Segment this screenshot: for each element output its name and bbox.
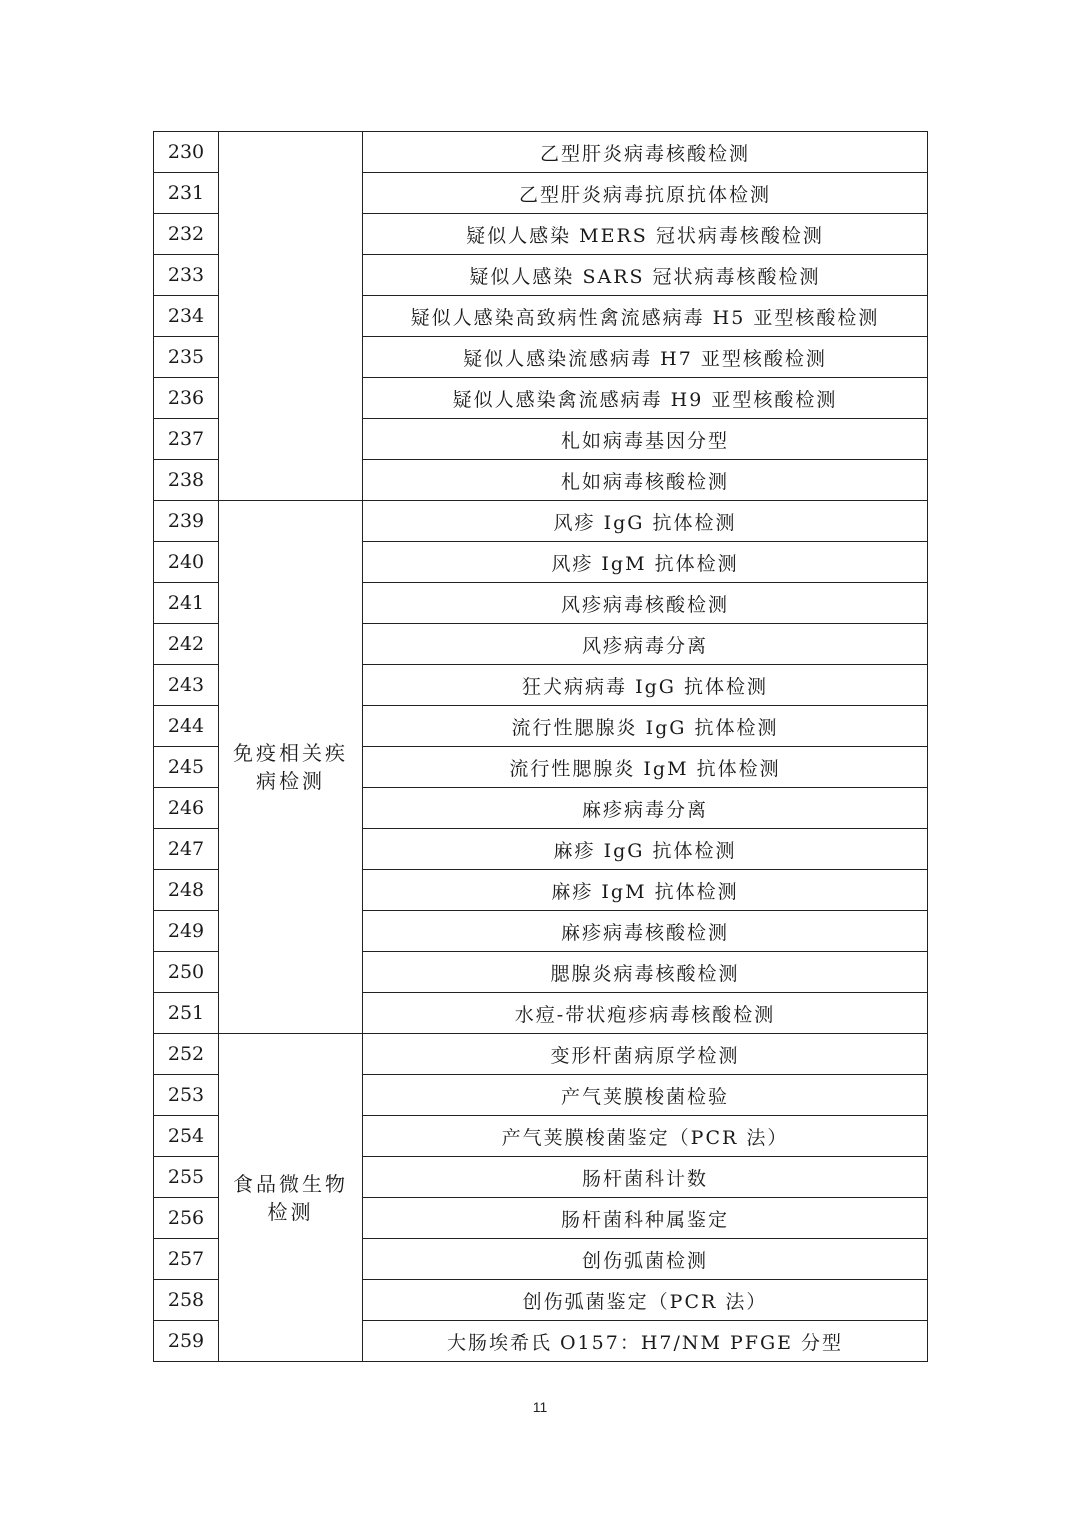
row-number-cell: 254	[154, 1116, 219, 1157]
row-number-cell: 238	[154, 460, 219, 501]
test-item-cell: 风疹 IgM 抗体检测	[363, 542, 928, 583]
row-number-cell: 244	[154, 706, 219, 747]
test-item-cell: 乙型肝炎病毒抗原抗体检测	[363, 173, 928, 214]
row-number-cell: 234	[154, 296, 219, 337]
row-number-cell: 252	[154, 1034, 219, 1075]
test-item-cell: 变形杆菌病原学检测	[363, 1034, 928, 1075]
row-number-cell: 243	[154, 665, 219, 706]
table-row	[154, 1034, 928, 1075]
test-item-cell: 麻疹 IgM 抗体检测	[363, 870, 928, 911]
test-item-cell: 创伤弧菌检测	[363, 1239, 928, 1280]
category-label-line: 免疫相关疾	[233, 741, 348, 765]
category-cell	[219, 132, 363, 501]
row-number-cell: 257	[154, 1239, 219, 1280]
table-row	[154, 501, 928, 542]
row-number-cell: 235	[154, 337, 219, 378]
row-number-cell: 256	[154, 1198, 219, 1239]
row-number-cell: 250	[154, 952, 219, 993]
test-item-cell: 风疹病毒核酸检测	[363, 583, 928, 624]
test-item-cell: 肠杆菌科种属鉴定	[363, 1198, 928, 1239]
row-number-cell: 246	[154, 788, 219, 829]
page-number: 11	[532, 1399, 548, 1415]
test-item-cell: 疑似人感染流感病毒 H7 亚型核酸检测	[363, 337, 928, 378]
test-item-cell: 水痘-带状疱疹病毒核酸检测	[363, 993, 928, 1034]
row-number-cell: 232	[154, 214, 219, 255]
row-number-cell: 241	[154, 583, 219, 624]
row-number-cell: 233	[154, 255, 219, 296]
row-number-cell: 253	[154, 1075, 219, 1116]
row-number-cell: 245	[154, 747, 219, 788]
test-item-cell: 风疹 IgG 抗体检测	[363, 501, 928, 542]
category-cell	[219, 1034, 363, 1362]
category-cell	[219, 501, 363, 1034]
row-number-cell: 258	[154, 1280, 219, 1321]
category-label-line: 检测	[267, 1199, 314, 1224]
row-number-cell: 249	[154, 911, 219, 952]
category-label-line: 食品微生物	[233, 1171, 348, 1196]
test-item-cell: 札如病毒基因分型	[363, 419, 928, 460]
row-number-cell: 259	[154, 1321, 219, 1362]
test-item-cell: 疑似人感染高致病性禽流感病毒 H5 亚型核酸检测	[363, 296, 928, 337]
row-number-cell: 242	[154, 624, 219, 665]
test-item-cell: 麻疹病毒分离	[363, 788, 928, 829]
test-item-cell: 风疹病毒分离	[363, 624, 928, 665]
test-item-cell: 乙型肝炎病毒核酸检测	[363, 132, 928, 173]
test-item-cell: 狂犬病病毒 IgG 抗体检测	[363, 665, 928, 706]
test-item-cell: 流行性腮腺炎 IgG 抗体检测	[363, 706, 928, 747]
row-number-cell: 255	[154, 1157, 219, 1198]
test-item-cell: 流行性腮腺炎 IgM 抗体检测	[363, 747, 928, 788]
row-number-cell: 230	[154, 132, 219, 173]
row-number-cell: 251	[154, 993, 219, 1034]
items-table-body	[154, 132, 928, 1362]
test-item-cell: 大肠埃希氏 O157：H7/NM PFGE 分型	[363, 1321, 928, 1362]
test-item-cell: 肠杆菌科计数	[363, 1157, 928, 1198]
row-number-cell: 248	[154, 870, 219, 911]
test-item-cell: 疑似人感染 SARS 冠状病毒核酸检测	[363, 255, 928, 296]
test-item-cell: 产气荚膜梭菌鉴定（PCR 法）	[363, 1116, 928, 1157]
test-item-cell: 札如病毒核酸检测	[363, 460, 928, 501]
row-number-cell: 237	[154, 419, 219, 460]
test-item-cell: 疑似人感染 MERS 冠状病毒核酸检测	[363, 214, 928, 255]
items-table	[153, 131, 928, 1362]
row-number-cell: 240	[154, 542, 219, 583]
row-number-cell: 231	[154, 173, 219, 214]
test-item-cell: 创伤弧菌鉴定（PCR 法）	[363, 1280, 928, 1321]
row-number-cell: 236	[154, 378, 219, 419]
category-label-line: 病检测	[256, 769, 325, 793]
test-item-cell: 产气荚膜梭菌检验	[363, 1075, 928, 1116]
test-item-cell: 疑似人感染禽流感病毒 H9 亚型核酸检测	[363, 378, 928, 419]
test-item-cell: 腮腺炎病毒核酸检测	[363, 952, 928, 993]
test-item-cell: 麻疹 IgG 抗体检测	[363, 829, 928, 870]
table-row	[154, 132, 928, 173]
test-item-cell: 麻疹病毒核酸检测	[363, 911, 928, 952]
row-number-cell: 239	[154, 501, 219, 542]
row-number-cell: 247	[154, 829, 219, 870]
